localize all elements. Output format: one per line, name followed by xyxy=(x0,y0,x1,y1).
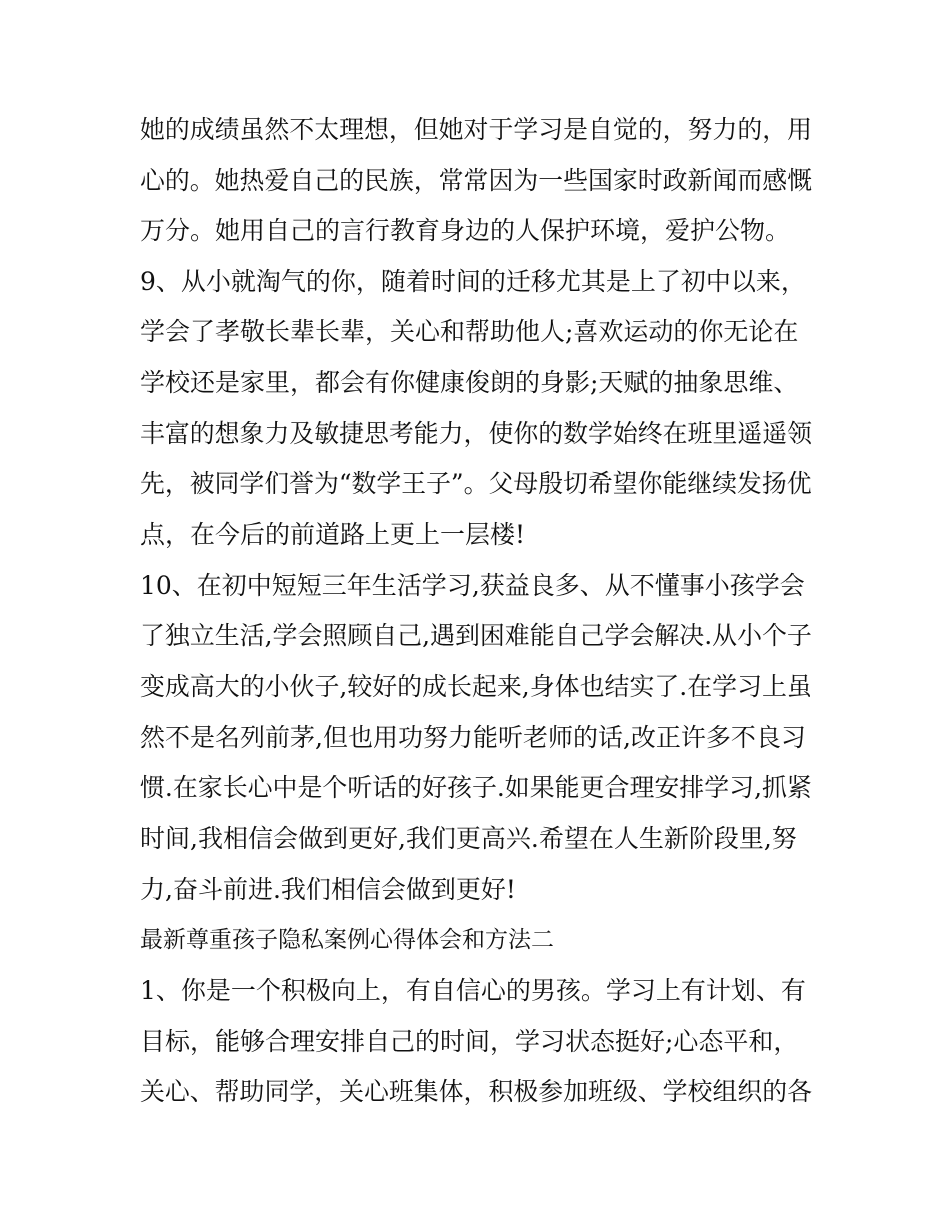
text-line: 力,奋斗前进.我们相信会做到更好! xyxy=(140,875,516,904)
text-line: 惯.在家长心中是个听话的好孩子.如果能更合理安排学习,抓紧 xyxy=(140,773,812,802)
text-line: 点，在今后的前道路上更上一层楼! xyxy=(140,520,526,549)
text-line: 心的。她热爱自己的民族，常常因为一些国家时政新闻而感慨 xyxy=(140,166,813,195)
text-line: 万分。她用自己的言行教育身边的人保护环境，爱护公物。 xyxy=(140,216,791,245)
text-line: 学校还是家里，都会有你健康俊朗的身影;天赋的抽象思维、 xyxy=(140,368,799,397)
text-line: 先，被同学们誉为“数学王子”。父母殷切希望你能继续发扬优 xyxy=(140,469,812,498)
section-heading: 最新尊重孩子隐私案例心得体会和方法二 xyxy=(140,927,554,953)
list-item-9: 9、从小就淘气的你，随着时间的迁移尤其是上了初中以来， xyxy=(140,267,806,296)
text-line: 时间,我相信会做到更好,我们更高兴.希望在人生新阶段里,努 xyxy=(140,824,797,853)
text-line: 了独立生活,学会照顾自己,遇到困难能自己学会解决.从小个子 xyxy=(140,621,812,650)
list-item-10: 10、在初中短短三年生活学习,获益良多、从不懂事小孩学会 xyxy=(140,571,805,600)
text-line: 目标，能够合理安排自己的时间，学习状态挺好;心态平和， xyxy=(140,1027,799,1056)
list-item-1: 1、你是一个积极向上，有自信心的男孩。学习上有计划、有 xyxy=(140,976,806,1005)
text-line: 她的成绩虽然不太理想，但她对于学习是自觉的，努力的，用 xyxy=(140,115,813,144)
text-line: 丰富的想象力及敏捷思考能力，使你的数学始终在班里遥遥领 xyxy=(140,419,813,448)
text-line: 变成高大的小伙子,较好的成长起来,身体也结实了.在学习上虽 xyxy=(140,672,812,701)
text-line: 学会了孝敬长辈长辈，关心和帮助他人;喜欢运动的你无论在 xyxy=(140,317,799,346)
text-line: 关心、帮助同学，关心班集体，积极参加班级、学校组织的各 xyxy=(140,1077,813,1106)
text-line: 然不是名列前茅,但也用功努力能听老师的话,改正许多不良习 xyxy=(140,723,806,752)
